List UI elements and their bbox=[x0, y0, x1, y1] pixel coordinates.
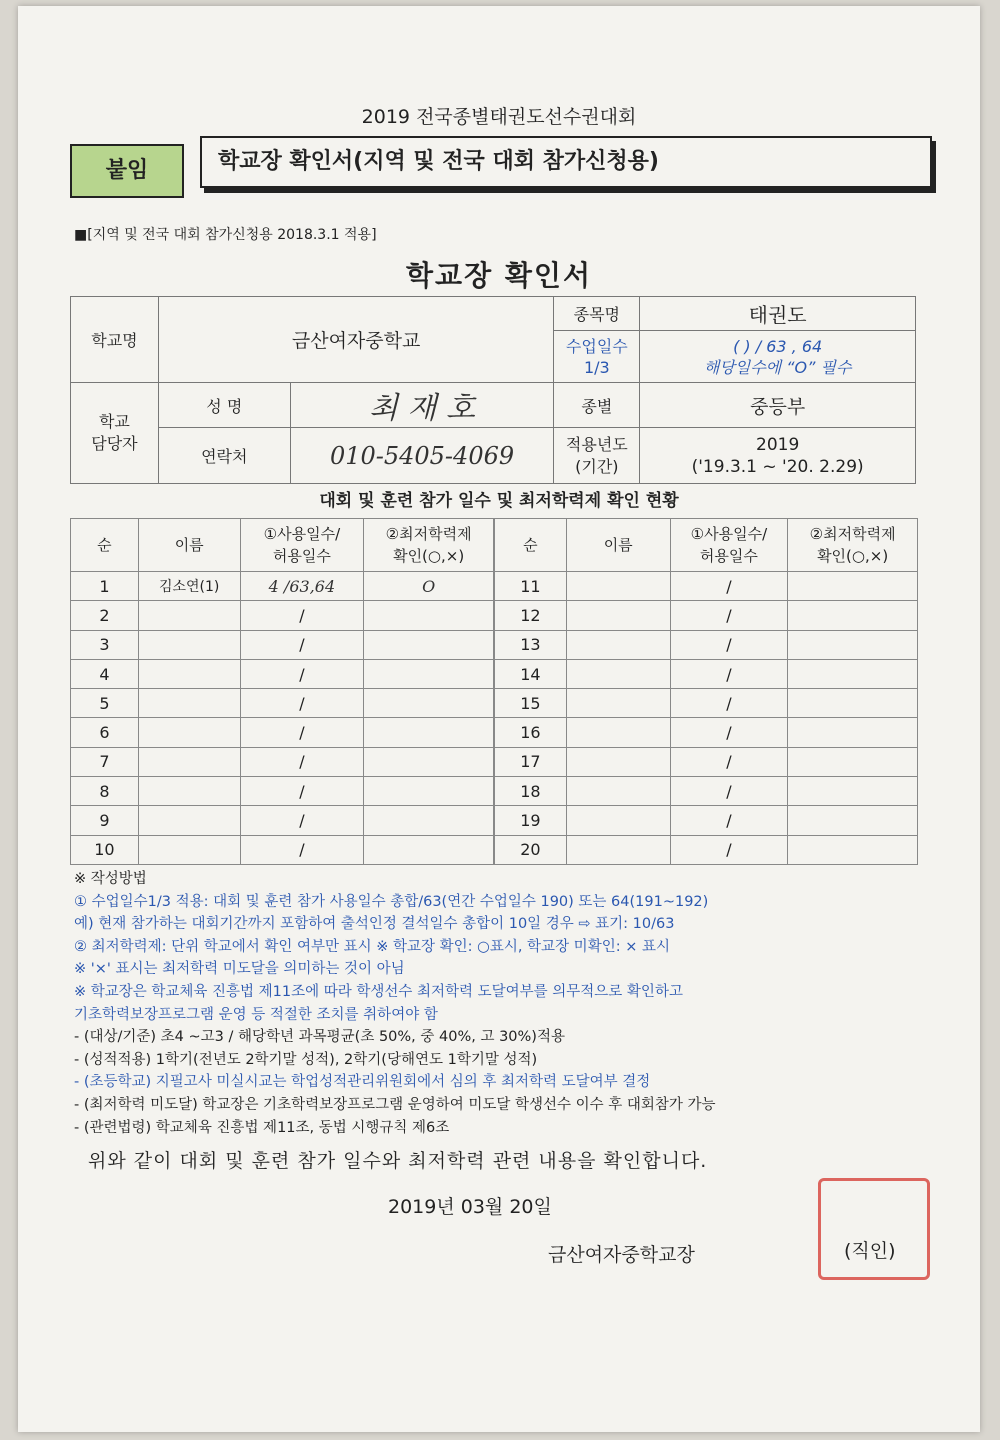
row-number: 14 bbox=[495, 659, 567, 688]
participant-name bbox=[138, 689, 240, 718]
participant-row bbox=[495, 777, 918, 806]
division-label: 종별 bbox=[554, 383, 640, 428]
row-number: 17 bbox=[495, 747, 567, 776]
school-label: 학교명 bbox=[71, 297, 159, 383]
participant-name: 김소연(1) bbox=[138, 572, 240, 601]
row-number: 13 bbox=[495, 630, 567, 659]
note-line: 기초학력보장프로그램 운영 등 적절한 조치를 취하여야 함 bbox=[74, 1006, 438, 1023]
academic-check bbox=[364, 747, 494, 776]
col-no: 순 bbox=[71, 519, 139, 572]
participant-name bbox=[566, 806, 670, 835]
note-line: 예) 현재 참가하는 대회기간까지 포함하여 출석인정 결석일수 총합이 10일 경우 ⇨ 표기: 10/63 bbox=[74, 916, 675, 933]
academic-check bbox=[364, 806, 494, 835]
used-days: / bbox=[240, 718, 364, 747]
academic-check bbox=[788, 572, 918, 601]
year-label: 적용년도 bbox=[565, 434, 628, 454]
col-name: 이름 bbox=[566, 519, 670, 572]
instructions-notes bbox=[74, 868, 924, 1139]
participant-row bbox=[71, 659, 494, 688]
row-number: 11 bbox=[495, 572, 567, 601]
note-line: - (관련법령) 학교체육 진흥법 제11조, 동법 시행규칙 제6조 bbox=[74, 1119, 450, 1136]
used-days: / bbox=[670, 659, 788, 688]
used-days: / bbox=[240, 659, 364, 688]
participant-row bbox=[495, 689, 918, 718]
used-days: / bbox=[670, 747, 788, 776]
days-label: 수업일수 bbox=[565, 336, 628, 356]
note-line: ※ 작성방법 bbox=[74, 871, 147, 887]
row-number: 3 bbox=[71, 630, 139, 659]
row-number: 6 bbox=[71, 718, 139, 747]
row-number: 12 bbox=[495, 601, 567, 630]
participant-row bbox=[71, 777, 494, 806]
period-label: (기간) bbox=[575, 456, 619, 476]
participant-name bbox=[138, 747, 240, 776]
principal-name: 금산여자중학교장 bbox=[548, 1244, 695, 1266]
confirmation-statement: 위와 같이 대회 및 훈련 참가 일수와 최저학력 관련 내용을 확인합니다. bbox=[88, 1150, 708, 1172]
participant-name bbox=[566, 777, 670, 806]
school-name: 금산여자중학교 bbox=[158, 297, 554, 383]
used-days: / bbox=[670, 689, 788, 718]
participant-table-right bbox=[494, 518, 918, 865]
row-number: 8 bbox=[71, 777, 139, 806]
official-seal-stamp bbox=[818, 1178, 930, 1280]
row-number: 4 bbox=[71, 659, 139, 688]
participant-row bbox=[71, 689, 494, 718]
participant-row bbox=[495, 601, 918, 630]
used-days: / bbox=[670, 572, 788, 601]
participant-row bbox=[71, 718, 494, 747]
academic-check bbox=[788, 601, 918, 630]
year-cell bbox=[640, 428, 916, 484]
col-min-academic: ②최저학력제 확인(○,×) bbox=[364, 519, 494, 572]
used-days: / bbox=[240, 835, 364, 864]
year-label-cell bbox=[554, 428, 640, 484]
academic-check bbox=[788, 630, 918, 659]
row-number: 19 bbox=[495, 806, 567, 835]
division-value: 중등부 bbox=[640, 383, 916, 428]
academic-check bbox=[788, 659, 918, 688]
used-days: / bbox=[240, 747, 364, 776]
contact-label: 연락처 bbox=[158, 428, 290, 484]
used-days: / bbox=[240, 777, 364, 806]
note-line: ※ 학교장은 학교체육 진흥법 제11조에 따라 학생선수 최저학력 도달여부를 의무적으로 확인하고 bbox=[74, 983, 683, 1000]
event-label: 종목명 bbox=[554, 297, 640, 331]
academic-check bbox=[364, 835, 494, 864]
note-line: ② 최저학력제: 단위 학교에서 확인 여부만 표시 ※ 학교장 확인: ○표시, 학교장 미확인: × 표시 bbox=[74, 938, 670, 955]
row-number: 7 bbox=[71, 747, 139, 776]
staff-label: 학교 담당자 bbox=[71, 383, 159, 484]
attachment-tag: 붙임 bbox=[70, 144, 184, 198]
participant-row bbox=[495, 747, 918, 776]
participant-name bbox=[566, 689, 670, 718]
participant-row bbox=[495, 659, 918, 688]
participant-row bbox=[71, 806, 494, 835]
academic-check: O bbox=[364, 572, 494, 601]
used-days: / bbox=[240, 630, 364, 659]
participant-name bbox=[566, 572, 670, 601]
days-value: ( ) / 63 , 64 bbox=[733, 336, 823, 356]
row-number: 5 bbox=[71, 689, 139, 718]
row-number: 2 bbox=[71, 601, 139, 630]
event-value: 태권도 bbox=[640, 297, 916, 331]
academic-check bbox=[788, 835, 918, 864]
col-used-days: ①사용일수/ 허용일수 bbox=[670, 519, 788, 572]
participant-name bbox=[138, 777, 240, 806]
period-value: ('19.3.1 ~ '20. 2.29) bbox=[691, 456, 864, 477]
participant-row bbox=[71, 601, 494, 630]
row-number: 9 bbox=[71, 806, 139, 835]
days-fraction: 1/3 bbox=[583, 357, 610, 377]
applied-note: ■[지역 및 전국 대회 참가신청용 2018.3.1 적용] bbox=[74, 227, 377, 243]
used-days: / bbox=[670, 835, 788, 864]
participant-row bbox=[495, 806, 918, 835]
issue-date: 2019년 03월 20일 bbox=[388, 1196, 552, 1218]
used-days: / bbox=[670, 806, 788, 835]
info-table bbox=[70, 296, 916, 484]
col-used-days: ①사용일수/ 허용일수 bbox=[240, 519, 364, 572]
participant-row bbox=[71, 572, 494, 601]
used-days: / bbox=[670, 777, 788, 806]
participant-name bbox=[566, 747, 670, 776]
academic-check bbox=[788, 689, 918, 718]
used-days: / bbox=[670, 630, 788, 659]
participant-name bbox=[566, 718, 670, 747]
document-page bbox=[18, 6, 980, 1432]
academic-check bbox=[788, 747, 918, 776]
note-line: - (대상/기준) 초4 ~고3 / 해당학년 과목평균(초 50%, 중 40%, 고 30%)적용 bbox=[74, 1029, 565, 1046]
participant-row bbox=[71, 630, 494, 659]
staff-name: 최 재 호 bbox=[290, 383, 554, 428]
days-cell bbox=[640, 331, 916, 383]
used-days: 4 /63,64 bbox=[240, 572, 364, 601]
main-title: 학교장 확인서 bbox=[405, 259, 593, 292]
note-line: ① 수업일수1/3 적용: 대회 및 훈련 참가 사용일수 총합/63(연간 수업일수 190) 또는 64(191~192) bbox=[74, 893, 709, 910]
participant-name bbox=[138, 835, 240, 864]
participant-name bbox=[138, 630, 240, 659]
used-days: / bbox=[240, 601, 364, 630]
note-line: - (초등학교) 지필고사 미실시교는 학업성적관리위원회에서 심의 후 최저학력 도달여부 결정 bbox=[74, 1074, 651, 1091]
row-number: 18 bbox=[495, 777, 567, 806]
col-min-academic: ②최저학력제 확인(○,×) bbox=[788, 519, 918, 572]
participant-name bbox=[566, 630, 670, 659]
academic-check bbox=[364, 659, 494, 688]
note-line: - (성적적용) 1학기(전년도 2학기말 성적), 2학기(당해연도 1학기말 성적) bbox=[74, 1051, 538, 1068]
col-name: 이름 bbox=[138, 519, 240, 572]
participant-row bbox=[71, 835, 494, 864]
event-title: 2019 전국종별태권도선수권대회 bbox=[361, 106, 637, 128]
academic-check bbox=[364, 777, 494, 806]
used-days: / bbox=[240, 689, 364, 718]
participant-name bbox=[566, 601, 670, 630]
row-number: 10 bbox=[71, 835, 139, 864]
name-label: 성 명 bbox=[158, 383, 290, 428]
document-title: 학교장 확인서(지역 및 전국 대회 참가신청용) bbox=[200, 136, 932, 188]
col-no: 순 bbox=[495, 519, 567, 572]
row-number: 16 bbox=[495, 718, 567, 747]
year-value: 2019 bbox=[756, 434, 800, 455]
participant-row bbox=[495, 835, 918, 864]
academic-check bbox=[364, 718, 494, 747]
participant-name bbox=[138, 601, 240, 630]
days-label-cell bbox=[554, 331, 640, 383]
contact-value: 010-5405-4069 bbox=[290, 428, 554, 484]
participant-name bbox=[138, 806, 240, 835]
row-number: 20 bbox=[495, 835, 567, 864]
used-days: / bbox=[670, 718, 788, 747]
participant-name bbox=[566, 835, 670, 864]
seal-label: (직인) bbox=[844, 1240, 896, 1262]
participant-row bbox=[495, 572, 918, 601]
academic-check bbox=[788, 777, 918, 806]
participant-name bbox=[138, 718, 240, 747]
status-table-title: 대회 및 훈련 참가 일수 및 최저학력제 확인 현황 bbox=[319, 491, 679, 511]
academic-check bbox=[364, 601, 494, 630]
days-note: 해당일수에 “O” 필수 bbox=[703, 357, 852, 377]
note-line: - (최저학력 미도달) 학교장은 기초학력보장프로그램 운영하여 미도달 학생선수 이수 후 대회참가 가능 bbox=[74, 1096, 716, 1113]
participant-row bbox=[71, 747, 494, 776]
participant-table-left bbox=[70, 518, 494, 865]
participant-row bbox=[495, 718, 918, 747]
note-line: ※ '×' 표시는 최저학력 미도달을 의미하는 것이 아님 bbox=[74, 961, 405, 978]
participant-name bbox=[566, 659, 670, 688]
academic-check bbox=[788, 806, 918, 835]
academic-check bbox=[788, 718, 918, 747]
participant-row bbox=[495, 630, 918, 659]
used-days: / bbox=[240, 806, 364, 835]
row-number: 1 bbox=[71, 572, 139, 601]
participant-name bbox=[138, 659, 240, 688]
row-number: 15 bbox=[495, 689, 567, 718]
academic-check bbox=[364, 630, 494, 659]
academic-check bbox=[364, 689, 494, 718]
used-days: / bbox=[670, 601, 788, 630]
